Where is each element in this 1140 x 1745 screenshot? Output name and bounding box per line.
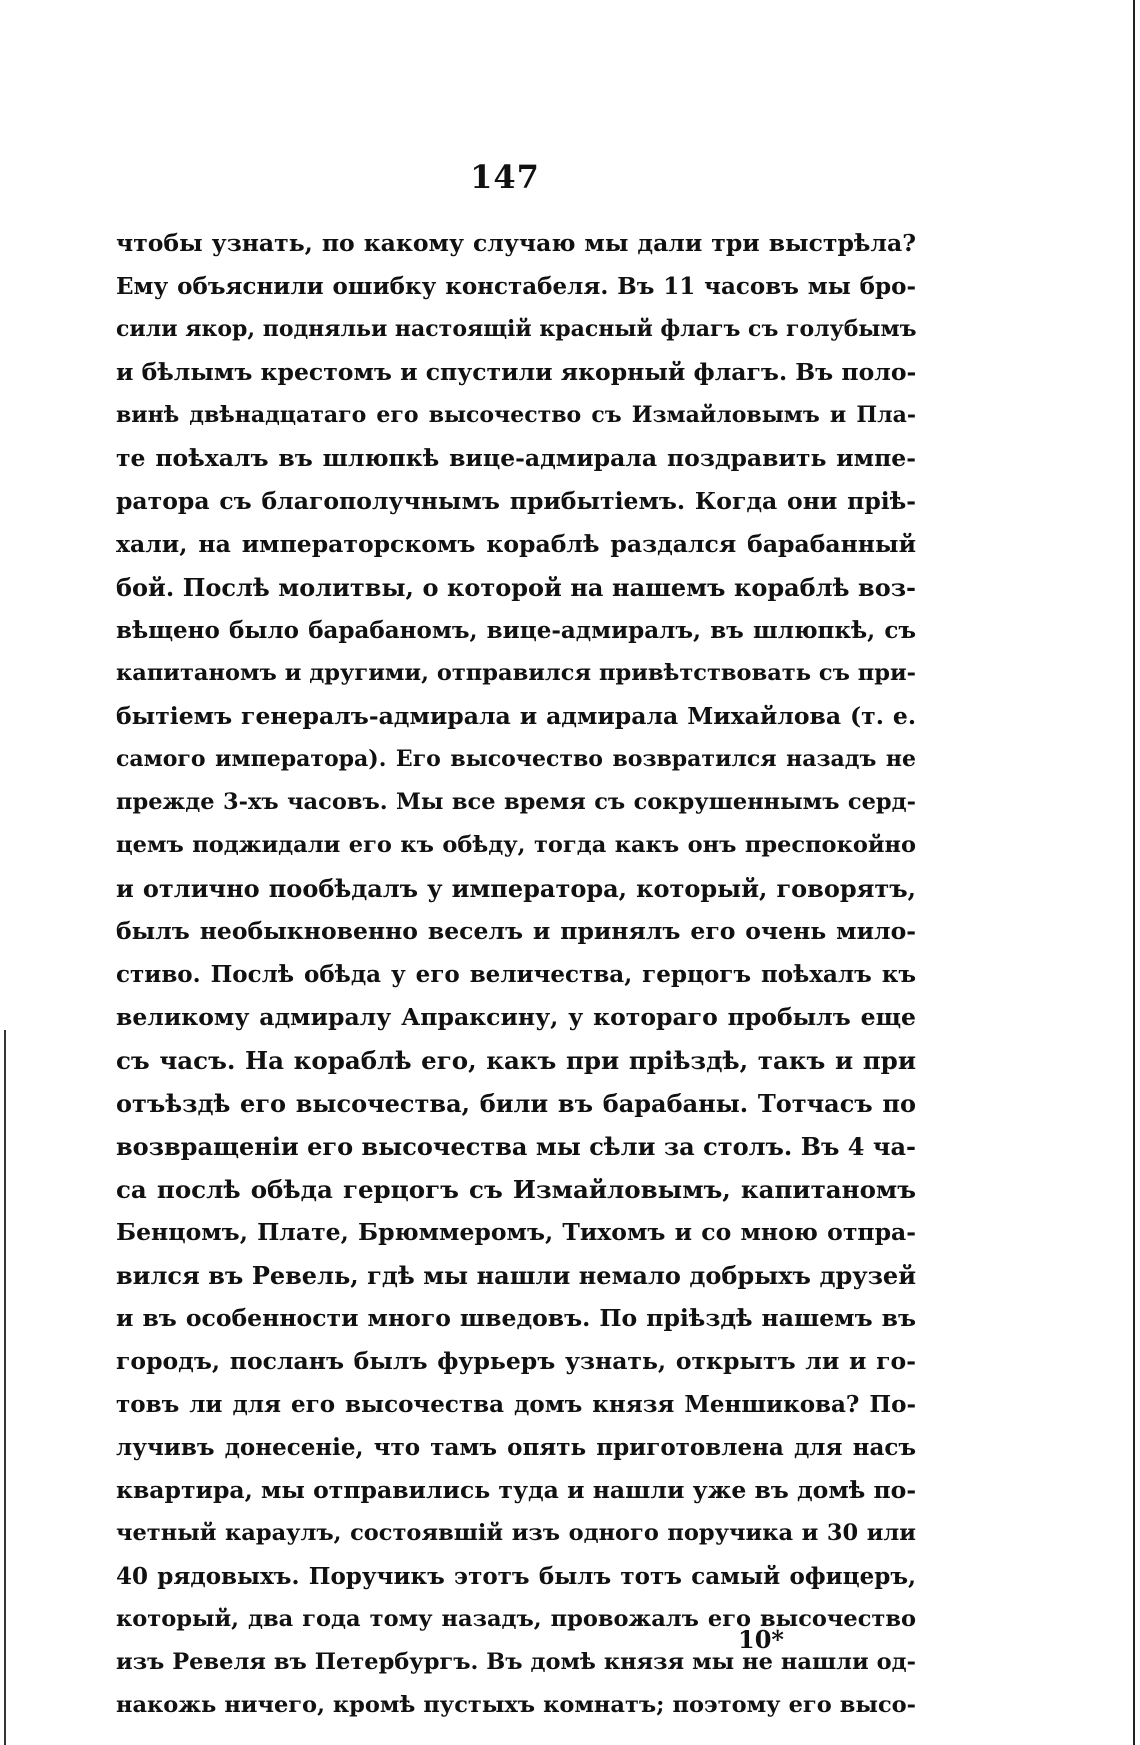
text-line: Ему объяснили ошибку констабеля. Въ 11 часовъ мы бро- <box>116 273 916 300</box>
text-line: возвращеніи его высочества мы сѣли за столъ. Въ 4 ча- <box>116 1132 916 1161</box>
text-line: былъ необыкновенно веселъ и принялъ его очень мило- <box>116 917 916 945</box>
text-line: чтобы узнать, по какому случаю мы дали три выстрѣла? <box>116 229 916 257</box>
text-line: стиво. Послѣ обѣда у его величества, герцогъ поѣхалъ къ <box>116 961 916 988</box>
text-line: и отлично пообѣдалъ у императора, который, говорятъ, <box>116 874 916 903</box>
text-line: бой. Послѣ молитвы, о которой на нашемъ кораблѣ воз- <box>116 573 916 602</box>
text-line: городъ, посланъ былъ фурьеръ узнать, открытъ ли и го- <box>116 1347 916 1375</box>
text-line: вѣщено было барабаномъ, вице-адмиралъ, въ шлюпкѣ, съ <box>116 617 916 644</box>
text-line: те поѣхалъ въ шлюпкѣ вице-адмирала поздравить импе- <box>116 444 916 472</box>
text-line: бытіемъ генералъ-адмирала и адмирала Михайлова (т. е. <box>116 702 916 730</box>
text-line: самого императора). Его высочество возвратился назадъ не <box>116 746 916 772</box>
text-line: и въ особенности много шведовъ. По пріѣздѣ нашемъ въ <box>116 1304 916 1332</box>
text-line: 40 рядовыхъ. Поручикъ этотъ былъ тотъ самый офицеръ, <box>116 1563 916 1590</box>
text-line: съ часъ. На кораблѣ его, какъ при пріѣздѣ, такъ и при <box>116 1046 916 1075</box>
text-line: вился въ Ревель, гдѣ мы нашли немало добрыхъ друзей <box>116 1261 916 1290</box>
text-line: винѣ двѣнадцатаго его высочество съ Измайловымъ и Пла- <box>116 402 916 428</box>
text-line: отъѣздѣ его высочества, били въ барабаны. Тотчасъ по <box>116 1089 916 1118</box>
scan-edge-left <box>4 1030 6 1745</box>
text-line: великому адмиралу Апраксину, у котораго пробылъ еще <box>116 1003 916 1031</box>
text-line: сили якор, подняльи настоящій красный флагъ съ голубымъ <box>116 316 917 342</box>
text-line: квартира, мы отправились туда и нашли уже въ домѣ по- <box>116 1476 917 1504</box>
text-line: капитаномъ и другими, отправился привѣтствовать съ при- <box>116 660 916 686</box>
text-line: прежде 3-хъ часовъ. Мы все время съ сокрушеннымъ серд- <box>116 789 916 815</box>
body-text <box>116 222 916 1727</box>
text-line: четный караулъ, состоявшій изъ одного поручика и 30 или <box>116 1520 916 1546</box>
text-line: изъ Ревеля въ Петербургъ. Въ домѣ князя мы не нашли од- <box>116 1649 916 1675</box>
text-line: и бѣлымъ крестомъ и спустили якорный флагъ. Въ поло- <box>116 358 917 386</box>
text-line: са послѣ обѣда герцогъ съ Измайловымъ, капитаномъ <box>116 1175 916 1204</box>
text-line: накожь ничего, кромѣ пустыхъ комнатъ; поэтому его высо- <box>116 1692 916 1718</box>
signature-mark: 10* <box>738 1625 784 1654</box>
text-line: хали, на императорскомъ кораблѣ раздался барабанный <box>116 530 916 558</box>
text-line: лучивъ донесеніе, что тамъ опять приготовлена для насъ <box>116 1434 916 1461</box>
text-line: который, два года тому назадъ, провожалъ его высочество <box>116 1606 916 1632</box>
scan-edge-right <box>1133 0 1135 1745</box>
text-line: товъ ли для его высочества домъ князя Меншикова? По- <box>116 1391 916 1418</box>
text-line: Бенцомъ, Плате, Брюммеромъ, Тихомъ и со мною отпра- <box>116 1218 916 1246</box>
page-number: 147 <box>470 158 540 196</box>
text-line: цемъ поджидали его къ обѣду, тогда какъ онъ преспокойно <box>116 832 916 858</box>
text-line: ратора съ благополучнымъ прибытіемъ. Когда они пріѣ- <box>116 487 916 515</box>
